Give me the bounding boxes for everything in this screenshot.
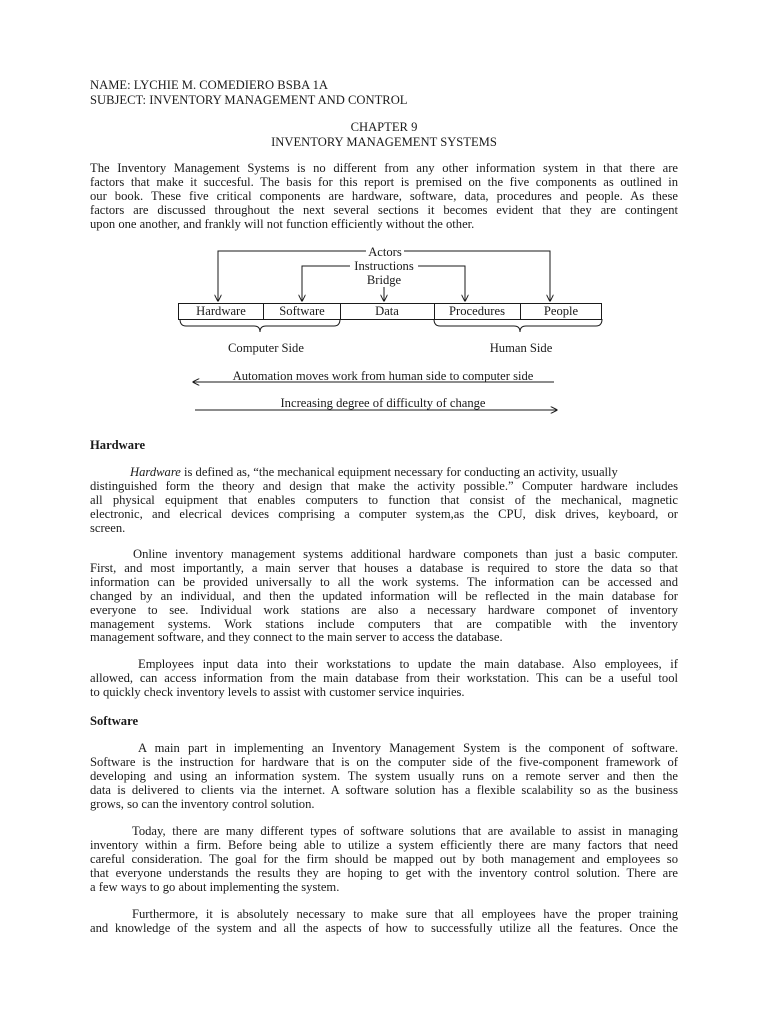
section-heading-hardware: Hardware bbox=[90, 438, 146, 452]
hardware-paragraph-1 bbox=[90, 466, 678, 536]
hardware-definition: is defined as, “the mechanical equipment necessary for conducting an activity, usually bbox=[180, 465, 618, 479]
side-braces bbox=[180, 319, 602, 332]
software-p2-line: inventory within a firm. Before being able to utilize a system efficiently there are many factors that need bbox=[90, 837, 678, 852]
five-component-diagram bbox=[0, 0, 768, 430]
hardware-p1-line: all physical equipment that enables computers to function that consist of the mechanical, magnetic bbox=[90, 492, 678, 507]
software-p1-line: developing and using an information system. The system usually runs on a remote server and then the bbox=[90, 768, 678, 783]
hardware-p1-line: electronic, and elecrical devices comprising a computer system,as the CPU, disk drives, keyboard, or bbox=[90, 506, 678, 521]
hardware-p2-line: management systems. Work stations include computers that are compatible with the inventory bbox=[90, 616, 678, 631]
software-paragraph-2 bbox=[90, 825, 678, 895]
software-p1-line: A main part in implementing an Inventory Management System is the component of software. bbox=[138, 741, 678, 755]
hardware-term: Hardware bbox=[130, 465, 181, 479]
hardware-p1-line: distinguished form the theory and design that make the activity possible.” Computer hardware includes bbox=[90, 478, 678, 493]
software-paragraph-1 bbox=[90, 742, 678, 812]
component-people: People bbox=[543, 304, 579, 318]
hardware-p2-line: First, and most importantly, a main server that houses a database is required to store the data so that bbox=[90, 560, 678, 575]
component-data: Data bbox=[375, 304, 399, 318]
hardware-p2-line: changed by an individual, and then the updated information will be reflected in the main database for bbox=[90, 588, 678, 603]
hardware-paragraph-2 bbox=[90, 548, 678, 645]
diagram-label-actors: Actors bbox=[368, 245, 402, 259]
hardware-p3-line: allowed, can access information from the main database from their workstation. This can be a useful tool bbox=[90, 670, 678, 685]
diagram-label-instructions: Instructions bbox=[354, 259, 414, 273]
intro-line: our book. These five critical components are hardware, software, data, procedures and people. As these bbox=[90, 188, 678, 203]
software-p1-line: data is delivered to clients via the internet. A software solution has a flexible scalability so as the business bbox=[90, 782, 678, 797]
software-p3-line: and knowledge of the system and all the aspects of how to successfully utilize all the features. Once the bbox=[90, 920, 678, 935]
chapter-title: INVENTORY MANAGEMENT SYSTEMS bbox=[271, 135, 497, 149]
hardware-p2-line: management software, and they connect to the main server to access the database. bbox=[90, 630, 503, 645]
software-p2-line: Today, there are many different types of software solutions that are available to assist in managing bbox=[132, 824, 678, 838]
hardware-p2-line: Online inventory management systems additional hardware componets than just a basic computer. bbox=[133, 547, 678, 561]
software-p2-line: careful consideration. The goal for the firm should be mapped out by both management and employees so bbox=[90, 851, 678, 866]
hardware-p1-line: screen. bbox=[90, 520, 126, 535]
intro-line: upon one another, and frankly will not function efficiently without the other. bbox=[90, 216, 475, 231]
human-side-label: Human Side bbox=[489, 341, 553, 355]
hardware-p3-line: Employees input data into their workstations to update the main database. Also employees, if bbox=[138, 657, 678, 671]
software-p3-line: Furthermore, it is absolutely necessary to make sure that all employees have the proper training bbox=[132, 907, 678, 921]
hardware-p2-line: information can be provided universally to all the work systems. The information can be accessed and bbox=[90, 574, 678, 589]
component-hardware: Hardware bbox=[196, 304, 246, 318]
software-p2-line: a few ways to go about implementing the system. bbox=[90, 879, 340, 894]
hardware-paragraph-3 bbox=[90, 658, 678, 700]
software-p1-line: grows, so can the inventory control solution. bbox=[90, 796, 315, 811]
intro-line: factors are discussed throughout the next several sections it becomes evident that they are contingent bbox=[90, 202, 678, 217]
computer-side-label: Computer Side bbox=[228, 341, 304, 355]
chapter-number: CHAPTER 9 bbox=[350, 120, 418, 134]
software-p2-line: that everyone understands the results they are hoping to get with the inventory control solution. There are bbox=[90, 865, 678, 880]
hardware-p3-line: to quickly check inventory levels to assist with customer service inquiries. bbox=[90, 684, 465, 699]
intro-line: factors that make it succesful. The basis for this report is premised on the five components as outlined in bbox=[90, 174, 678, 189]
header-subject-line: SUBJECT: INVENTORY MANAGEMENT AND CONTROL bbox=[90, 93, 408, 107]
hardware-p1-line bbox=[90, 466, 678, 480]
hardware-p2-line: everyone to see. Individual work stations are also a necessary hardware componet of inventory bbox=[90, 602, 678, 617]
software-p1-line: Software is the instruction for hardware that is on the computer side of the five-component framework of bbox=[90, 754, 678, 769]
section-heading-software: Software bbox=[90, 714, 139, 728]
component-procedures: Procedures bbox=[449, 304, 505, 318]
header-name-line: NAME: LYCHIE M. COMEDIERO BSBA 1A bbox=[90, 78, 329, 92]
automation-label: Automation moves work from human side to computer side bbox=[232, 369, 534, 383]
diagram-label-bridge: Bridge bbox=[366, 273, 402, 287]
component-software: Software bbox=[279, 304, 325, 318]
software-paragraph-3 bbox=[90, 908, 678, 936]
intro-line: The Inventory Management Systems is no different from any other information system in that there are bbox=[90, 161, 678, 175]
difficulty-label: Increasing degree of difficulty of change bbox=[280, 396, 486, 410]
